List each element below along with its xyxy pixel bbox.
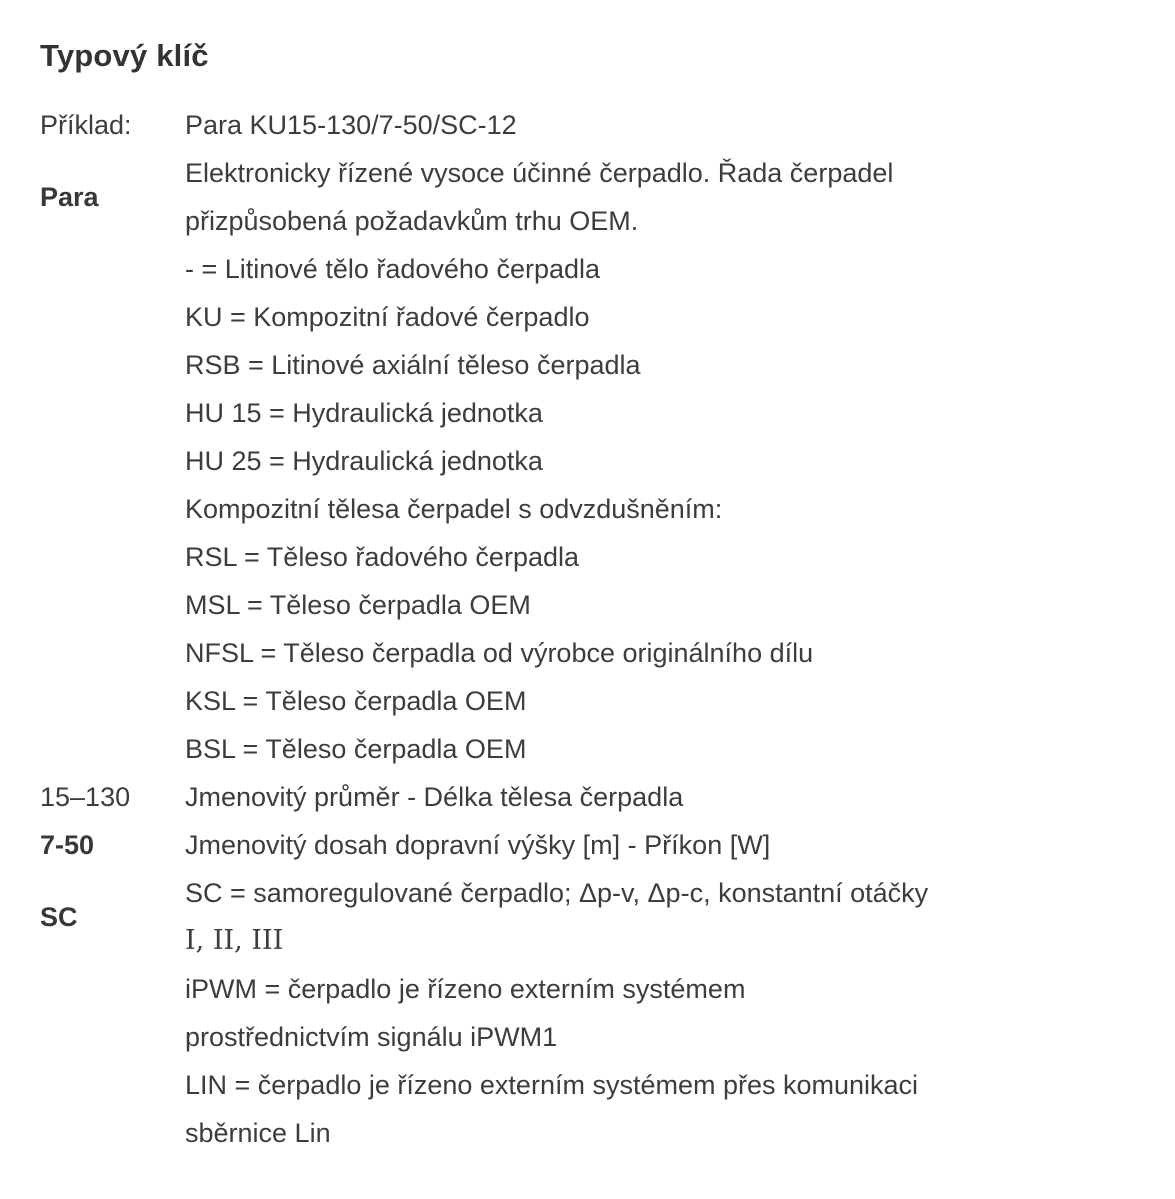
table-row	[40, 869, 1139, 965]
row-content	[185, 725, 1139, 773]
row-line: KU = Kompozitní řadové čerpadlo	[185, 302, 590, 332]
type-key-table	[40, 101, 1139, 1157]
row-label: Para	[40, 182, 99, 212]
row-content	[185, 245, 1139, 293]
row-label: Příklad:	[40, 110, 132, 140]
row-content	[185, 101, 1139, 149]
table-row	[40, 149, 1139, 245]
row-content	[185, 149, 1139, 245]
row-content	[185, 293, 1139, 341]
table-row	[40, 629, 1139, 677]
row-content	[185, 965, 1139, 1061]
table-row	[40, 389, 1139, 437]
row-line: Para KU15-130/7-50/SC-12	[185, 110, 517, 140]
row-content	[185, 1061, 1139, 1157]
table-row	[40, 293, 1139, 341]
row-content	[185, 389, 1139, 437]
table-row	[40, 773, 1139, 821]
page-title: Typový klíč	[40, 38, 209, 73]
row-content	[185, 869, 1139, 965]
table-row	[40, 581, 1139, 629]
table-row	[40, 101, 1139, 149]
row-line: HU 25 = Hydraulická jednotka	[185, 446, 543, 476]
row-line: iPWM = čerpadlo je řízeno externím systémem	[185, 974, 746, 1004]
row-content	[185, 677, 1139, 725]
row-line: MSL = Těleso čerpadla OEM	[185, 590, 531, 620]
row-line: KSL = Těleso čerpadla OEM	[185, 686, 527, 716]
row-line: Jmenovitý průměr - Délka tělesa čerpadla	[185, 782, 684, 812]
table-row	[40, 437, 1139, 485]
row-line: SC = samoregulované čerpadlo; Δp-v, Δp-c, konstantní otáčky	[185, 878, 929, 908]
row-line: - = Litinové tělo řadového čerpadla	[185, 254, 601, 284]
table-row	[40, 485, 1139, 533]
row-content	[185, 485, 1139, 533]
table-row	[40, 965, 1139, 1061]
table-row	[40, 821, 1139, 869]
table-row	[40, 533, 1139, 581]
table-row	[40, 1061, 1139, 1157]
row-content	[185, 437, 1139, 485]
row-line: HU 15 = Hydraulická jednotka	[185, 398, 543, 428]
row-line: NFSL = Těleso čerpadla od výrobce originálního dílu	[185, 638, 814, 668]
row-line: RSB = Litinové axiální těleso čerpadla	[185, 350, 641, 380]
row-content	[185, 341, 1139, 389]
row-label: 7-50	[40, 830, 95, 860]
row-content	[185, 773, 1139, 821]
row-line: BSL = Těleso čerpadla OEM	[185, 734, 527, 764]
row-label: SC	[40, 902, 78, 932]
row-line: LIN = čerpadlo je řízeno externím systémem přes komunikaci	[185, 1070, 919, 1100]
row-label: 15–130	[40, 782, 131, 812]
row-line: přizpůsobená požadavkům trhu OEM.	[185, 206, 639, 236]
row-content	[185, 581, 1139, 629]
row-line: I, II, III	[185, 925, 284, 956]
row-content	[185, 533, 1139, 581]
row-content	[185, 821, 1139, 869]
table-row	[40, 341, 1139, 389]
table-row	[40, 677, 1139, 725]
table-row	[40, 725, 1139, 773]
row-line: sběrnice Lin	[185, 1118, 331, 1148]
row-content	[185, 629, 1139, 677]
row-line: Jmenovitý dosah dopravní výšky [m] - Příkon [W]	[185, 830, 771, 860]
table-row	[40, 245, 1139, 293]
row-line: Kompozitní tělesa čerpadel s odvzdušněním:	[185, 494, 723, 524]
row-line: Elektronicky řízené vysoce účinné čerpadlo. Řada čerpadel	[185, 158, 894, 188]
row-line: RSL = Těleso řadového čerpadla	[185, 542, 580, 572]
row-line: prostřednictvím signálu iPWM1	[185, 1022, 558, 1052]
